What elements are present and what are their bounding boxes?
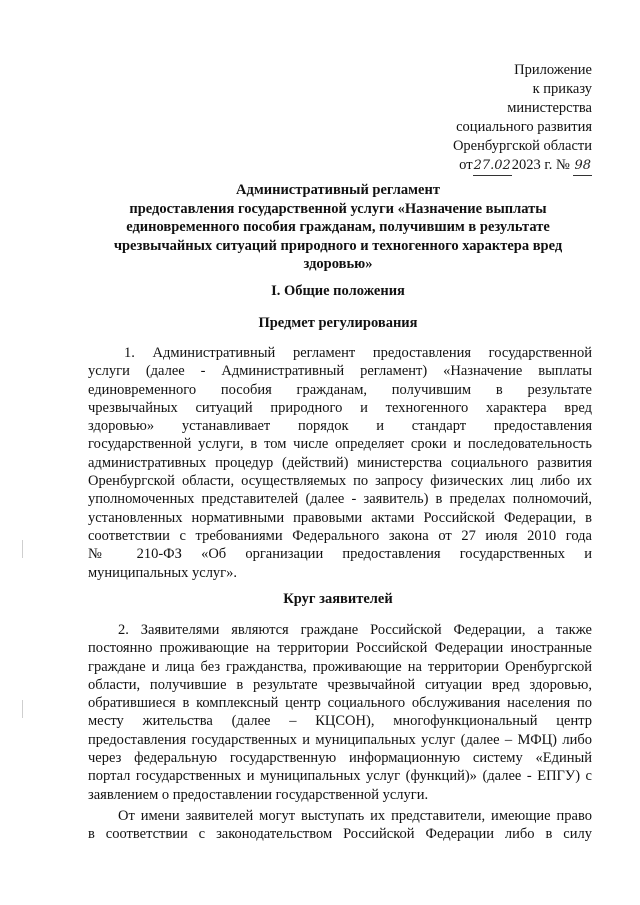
subheading-regulation-subject: Предмет регулирования: [258, 315, 418, 331]
paragraph-line: здоровью» устанавливает порядок и стандарт предоставления: [88, 418, 592, 435]
paragraph-line: Оренбургской области, осуществляемых по запросу физических лиц либо их: [88, 473, 592, 490]
title-line: предоставления государственной услуги «Назначение выплаты: [129, 200, 547, 217]
section-heading: I. Общие положения: [271, 283, 405, 299]
paragraph-line: установленных нормативными правовыми актами Российской Федерации, в: [88, 509, 592, 526]
paragraph-line: месту жительства (далее – КЦСОН), многофункциональный центр: [88, 713, 592, 730]
title-line: Административный регламент: [236, 182, 440, 198]
paragraph-line: предоставления государственных и муниципальных услуг (далее – МФЦ) либо: [88, 731, 592, 748]
paragraph-line: уполномоченных представителей (далее - заявитель) в пределах полномочий,: [88, 491, 592, 508]
appendix-line: Приложение: [514, 62, 592, 78]
paragraph-line: обратившиеся в комплексный центр социального обслуживания населения по: [88, 695, 592, 712]
title-line: чрезвычайных ситуаций природного и техногенного характера вред: [113, 237, 563, 254]
document-title: [88, 181, 588, 274]
paragraph-line: услуги (далее - Административный регламент) «Назначение выплаты: [88, 363, 592, 380]
paragraph-line: № 210-ФЗ «Об организации предоставления государственных и: [88, 546, 592, 563]
paragraph-line: 2. Заявителями являются граждане Российской Федерации, а также: [118, 622, 592, 638]
title-line: единовременного пособия гражданам, получившим в результате: [126, 219, 550, 235]
paragraph-1: [88, 344, 592, 582]
appendix-block: [372, 61, 592, 176]
paragraph-line: государственной услуги, в том числе определяет сроки и последовательность: [88, 436, 592, 453]
paragraph-line: заявлением о предоставлении государственной услуги.: [88, 786, 429, 803]
paragraph-line: единовременного пособия гражданам, получившим в результате: [88, 381, 592, 398]
paragraph-line: 1. Административный регламент предоставления государственной: [124, 345, 592, 361]
subheading-applicants: Круг заявителей: [283, 591, 393, 607]
paragraph-line: От имени заявителей могут выступать их представители, имеющие право: [118, 808, 592, 824]
paragraph-line: портал государственных и муниципальных услуг (функций)» (далее - ЕПГУ) с: [88, 768, 592, 785]
paragraph-2: [88, 621, 592, 804]
appendix-line: Оренбургской области: [452, 138, 592, 154]
paragraph-line: в соответствии с законодательством Российской Федерации либо в силу: [88, 826, 592, 843]
appendix-line: социального развития: [456, 119, 592, 135]
scan-margin-mark: [22, 700, 23, 718]
date-prefix: от: [459, 157, 473, 173]
appendix-line: к приказу: [532, 81, 592, 97]
scan-margin-mark: [22, 540, 23, 558]
paragraph-3: [88, 807, 592, 844]
paragraph-line: через федеральную государственную информационную систему «Единый: [88, 750, 592, 767]
paragraph-line: граждане и лица без гражданства, проживающие на территории Оренбургской: [88, 658, 592, 675]
paragraph-line: муниципальных услуг».: [88, 564, 238, 581]
paragraph-line: чрезвычайных ситуаций природного и техногенного характера вред: [88, 399, 592, 416]
paragraph-line: административных процедур (действий) министерства социального развития: [88, 454, 592, 471]
handwritten-date: 27.02: [473, 156, 512, 176]
paragraph-line: области, получившие в результате чрезвычайной ситуации вред здоровью,: [88, 676, 592, 693]
appendix-line: министерства: [507, 100, 592, 116]
title-line: здоровью»: [303, 256, 373, 272]
date-suffix: 2023 г. №: [511, 157, 570, 173]
appendix-date-line: [372, 156, 592, 176]
paragraph-line: постоянно проживающие на территории Российской Федерации иностранные: [88, 640, 592, 657]
handwritten-number: 98: [573, 156, 592, 176]
paragraph-line: соответствии с требованиями Федерального закона от 27 июля 2010 года: [88, 527, 592, 544]
